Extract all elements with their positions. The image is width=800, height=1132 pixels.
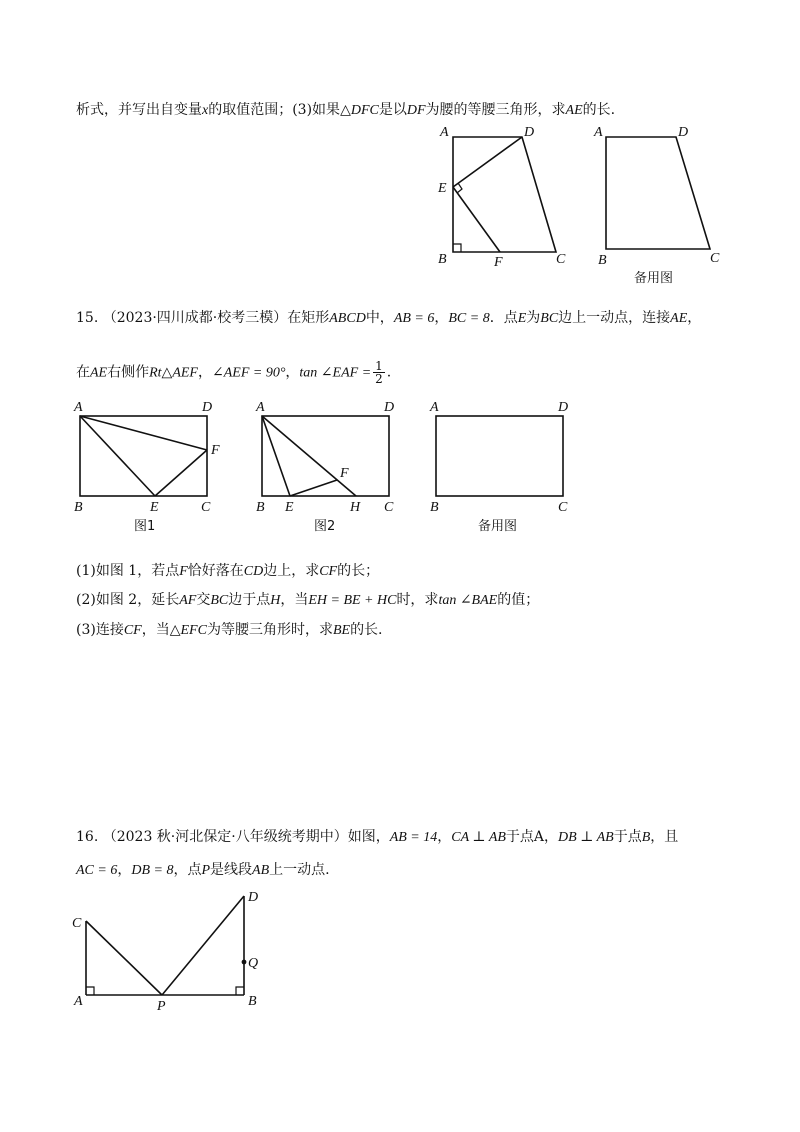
text: 的长；: [337, 563, 380, 579]
point-f: F: [179, 564, 188, 579]
var-x: x: [202, 103, 209, 118]
q14-right-angle-b: [453, 244, 461, 252]
segment-ae: AE: [565, 103, 583, 118]
eq-eh: EH = BE + HC: [308, 593, 397, 608]
label-b: B: [256, 500, 265, 515]
text: (1)如图 1，若点: [76, 563, 180, 579]
text: ，: [434, 310, 449, 326]
label-d: D: [202, 400, 213, 415]
angle-aef: ∠AEF = 90°: [211, 365, 286, 381]
text: 交: [196, 592, 211, 608]
q14-spare-figure: [593, 125, 720, 286]
label-a: A: [594, 125, 603, 140]
text: 在矩形: [287, 310, 330, 326]
text: 为: [526, 310, 541, 326]
text: 的长.: [350, 622, 383, 638]
label-a: A: [74, 400, 83, 415]
q16-right-angle-a: [86, 987, 94, 995]
text: 是以: [378, 102, 407, 118]
text: ，且: [650, 829, 679, 845]
text: (2)如图 2，延长: [76, 592, 180, 608]
text: 于点A，: [505, 829, 559, 845]
q16-point-q: [242, 960, 247, 965]
question-source: （2023 秋·河北保定·八年级统考期中）: [102, 829, 348, 845]
point-e: E: [517, 311, 527, 326]
q14-segment-ef: [453, 187, 500, 252]
q14-figure: [437, 125, 566, 270]
question-number: 16.: [76, 829, 99, 845]
segment-af: AF: [179, 593, 197, 608]
segment-bc: BC: [540, 311, 559, 326]
caption-spare: 备用图: [634, 271, 674, 286]
perp-db-ab: DB ⊥ AB: [558, 830, 614, 845]
text: ，: [285, 364, 300, 381]
segment-cf: CF: [123, 623, 142, 638]
triangle-dfc: △DFC: [340, 103, 379, 118]
label-q: Q: [248, 956, 259, 971]
text: 是线段: [210, 862, 253, 878]
point-p: P: [201, 863, 211, 878]
label-c: C: [72, 916, 82, 931]
question-source: （2023·四川成都·校考三模）: [102, 310, 288, 326]
label-b: B: [248, 994, 257, 1009]
fraction-denominator: 2: [375, 372, 383, 386]
q15-fig2-segment-ef: [290, 480, 337, 496]
caption-fig1: 图1: [134, 519, 156, 534]
text: 于点: [613, 829, 642, 845]
label-b: B: [74, 500, 83, 515]
eq-ab: AB = 14: [389, 830, 438, 845]
label-a: A: [440, 125, 449, 140]
text: ，: [197, 364, 212, 381]
label-f: F: [340, 466, 349, 481]
segment-df: DF: [406, 103, 426, 118]
eq-db: DB = 8: [131, 863, 174, 878]
text: 为腰的等腰三角形，求: [425, 102, 566, 118]
label-e: E: [438, 181, 447, 196]
label-d: D: [248, 890, 259, 905]
q16-segment-pd: [162, 896, 244, 995]
tan-bae: tan ∠BAE: [438, 593, 498, 608]
label-f: F: [211, 443, 220, 458]
text: ．点: [489, 310, 518, 326]
label-a: A: [74, 994, 83, 1009]
text: 恰好落在: [187, 563, 244, 579]
text: 为等腰三角形时，求: [206, 622, 333, 638]
point-b: B: [641, 830, 651, 845]
point-h: H: [270, 593, 281, 608]
text: 时，求: [396, 592, 439, 608]
text: 边上一动点，连接: [558, 310, 671, 326]
segment-cf: CF: [319, 564, 338, 579]
q15-figure-1: [73, 400, 220, 534]
text: 析式，并写出自变量: [76, 102, 202, 118]
text: 的值；: [497, 592, 540, 608]
text: ，: [437, 829, 452, 845]
q14-trapezoid: [453, 137, 556, 252]
label-f: F: [494, 255, 503, 270]
q15-figure-2: [255, 400, 394, 534]
label-c: C: [710, 251, 720, 266]
rect-abcd: ABCD: [329, 311, 366, 326]
fraction-numerator: 1: [375, 359, 383, 373]
text: 的长.: [582, 102, 616, 118]
eq-ac: AC = 6: [76, 863, 118, 878]
segment-ae: AE: [90, 365, 108, 381]
segment-be: BE: [332, 623, 351, 638]
label-c: C: [556, 252, 566, 267]
eq-bc: BC = 8: [448, 311, 490, 326]
text: 如图，: [347, 829, 390, 845]
q16-right-angle-b: [236, 987, 244, 995]
segment-cd: CD: [243, 564, 264, 579]
label-b: B: [430, 500, 439, 515]
eq-ab: AB = 6: [393, 311, 435, 326]
q16-segment-cp: [86, 921, 162, 995]
text: 右侧作: [107, 364, 150, 381]
text: 的取值范围；(3)如果: [208, 102, 341, 118]
caption-spare: 备用图: [478, 519, 518, 534]
right-triangle-aef: Rt△AEF: [149, 365, 198, 381]
label-d: D: [558, 400, 569, 415]
text: ，当: [141, 622, 170, 638]
label-b: B: [438, 252, 447, 267]
q15-fig1-segment-ef: [155, 450, 207, 496]
label-c: C: [201, 500, 211, 515]
label-e: E: [150, 500, 159, 515]
text: 边于点: [228, 592, 271, 608]
label-d: D: [384, 400, 395, 415]
label-h: H: [350, 500, 361, 515]
text: 中，: [365, 310, 394, 326]
q14-segment-ed: [453, 137, 522, 187]
label-e: E: [285, 500, 294, 515]
text: 上一动点.: [269, 862, 330, 878]
text: .: [386, 364, 392, 381]
label-a: A: [256, 400, 265, 415]
label-a: A: [430, 400, 439, 415]
question-number: 15.: [76, 310, 99, 326]
perp-ca-ab: CA ⊥ AB: [451, 830, 506, 845]
text: ，: [117, 862, 132, 878]
q16-figure: [72, 890, 258, 1014]
q14-spare-trapezoid: [606, 137, 710, 249]
tan-eaf: tan ∠EAF =: [299, 365, 372, 381]
q15-spare-figure: [429, 400, 568, 534]
text: ，当: [280, 592, 309, 608]
label-d: D: [524, 125, 535, 140]
segment-ab: AB: [252, 863, 270, 878]
label-c: C: [384, 500, 394, 515]
text: 边上，求: [263, 563, 320, 579]
caption-fig2: 图2: [314, 519, 336, 534]
q15-spare-rect: [436, 416, 563, 496]
segment-ae: AE: [670, 311, 688, 326]
label-b: B: [598, 253, 607, 268]
label-c: C: [558, 500, 568, 515]
segment-bc: BC: [210, 593, 229, 608]
text: ，点: [173, 862, 202, 878]
q15-fig1-segment-ae: [80, 416, 155, 496]
text: (3)连接: [76, 622, 124, 638]
label-d: D: [678, 125, 689, 140]
text: ，: [687, 310, 702, 326]
text: 在: [76, 364, 90, 381]
label-p: P: [157, 999, 166, 1014]
triangle-efc: △EFC: [169, 623, 207, 638]
q15-fig1-segment-af: [80, 416, 207, 450]
